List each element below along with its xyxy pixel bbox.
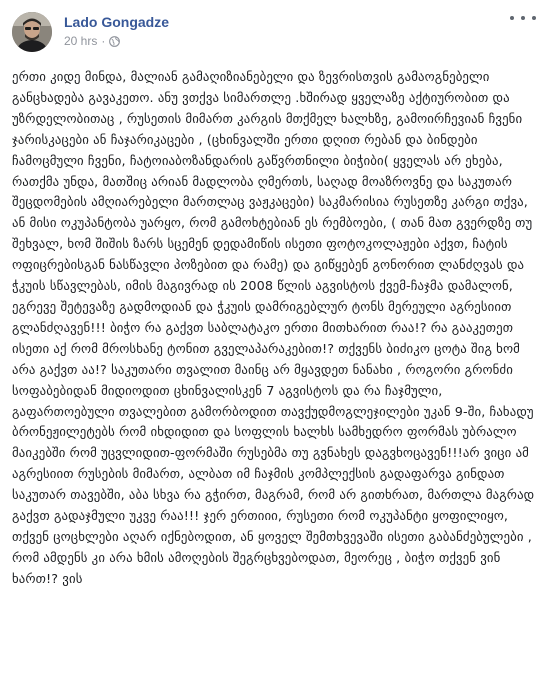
author-avatar[interactable] <box>12 12 52 52</box>
post-timestamp[interactable]: 20 hrs <box>64 34 98 48</box>
avatar-photo <box>12 12 52 52</box>
author-name[interactable]: Lado Gongadze <box>64 14 169 30</box>
more-options-icon[interactable] <box>510 10 536 26</box>
more-dot <box>510 16 514 20</box>
post-text: ერთი კიდე მინდა, მალიან გამაღიზიანებელი და ზევრისთვის გამაოგნებელი განცხადება გავაკეთო. ანუ ვთქვა სიმართლე .ხშირად ყველაზე აქტიურობით და უზრდელობითაც , რუსეთის მიმართ კარგის მთქმელ ხალხზე, გამოირჩევიან ჩვენი ჯარისკაცები ან ჩაჯარიკაცები , (ცხინვალში ერთი დღით რებან და ბინდები ჩამოცმული ჩვენი, ჩატოიაბოზანდარის გაწვრთნილი ბიჭიბი( ყველას არ ეხება, რათქმა უნდა, მათშიც არიან მადლობა ღმერთს, საღად მოაზროვნე და საკუთარ შეცდომების ამღიარებელი მართლაც ვაჟკაცები) საკმარისია რუსეთზე კარგი თქვა, ან მისი ოკუპანტობა უარყო, რომ გამოხტებიან ეს რემბოები, ( თან მათ გვერდზე თუ შეხვალ, ხომ შიშის ზარს სცემენ დედამიწის ისეთი ფოტოკოლაჟები აქვთ, ჩატის ოფიცრებისგან ნასწავლი პოზებით და რამე) და გიწყებენ გონორით ლანძღვას და ჭკუის სწავლებას, იმის მაგივრად ის 2008 წლის აგვისტოს ქვემ-ჩაჯმა დამალონ, ეგრევე შეტევაზე გადმოდიან და ჭკუის დამრიგებლურ ტონს მერეული აგრესიით გლანძღავენ!!! ბიჭო რა გაქვთ საბლატაკო ერთი მითხარით რაა!? რა გააკეთეთ ისეთი აქ რომ მროსხანე ტონით გველაპარაკებით!? თქვენს ბიძიკო ცოტა შიგ ხომ არა გაქვთ აა!? საკუთარი თვალით მაინც არ მყავდეთ ნანახი , როგორი გრონძი სოფაბებიდან მიდიოდით ცხინვალისკენ 7 აგვისტოს და რა ჩაჯმული, გაფართოებული თვალებით გამორბოდით თავქუდმოგლეჯილები უკან 9-ში, ჩახადუ ბრონეჟილეტებს რომ იხდიდით და სოფლის ხალხს სამხედრო ფორმას უბრალო მაიკებში რომ უცვლიდით-ფორმაში რუსებმა თუ გვნახეს დაგვხოცავენ!!!არ ვიცი ამ აგრესიით რუსების მიმართ, ალბათ იმ ჩაჯმის კომპლექსის გადაფარვა გინდათ საკუთარ თავებში, აბა სხვა რა გჭირთ, მაგრამ, რომ არ გითხრათ, მართლა მაგრად გაქვთ გადაჯმული უკვე რაა!!! ჯერ ერთიიი, რუსეთი რომ ოკუპანტი ყოფილიყო, თქვენ ცოცხლები აღარ იქნებოდით, ან ყოველ შემთხვევაში ისეთი გაბანძებულები , რომ ამდენს კი არა ხმის ამოღების შეგრცხვებოდათ, მეორეც , ბიჭო თქვენ ვინ ხართ!? ვის <box>12 70 535 587</box>
more-dot <box>521 16 525 20</box>
meta-separator: · <box>101 34 106 48</box>
more-dot <box>532 16 536 20</box>
post-meta <box>64 34 120 48</box>
globe-icon[interactable] <box>109 36 120 47</box>
post-body <box>12 68 538 591</box>
